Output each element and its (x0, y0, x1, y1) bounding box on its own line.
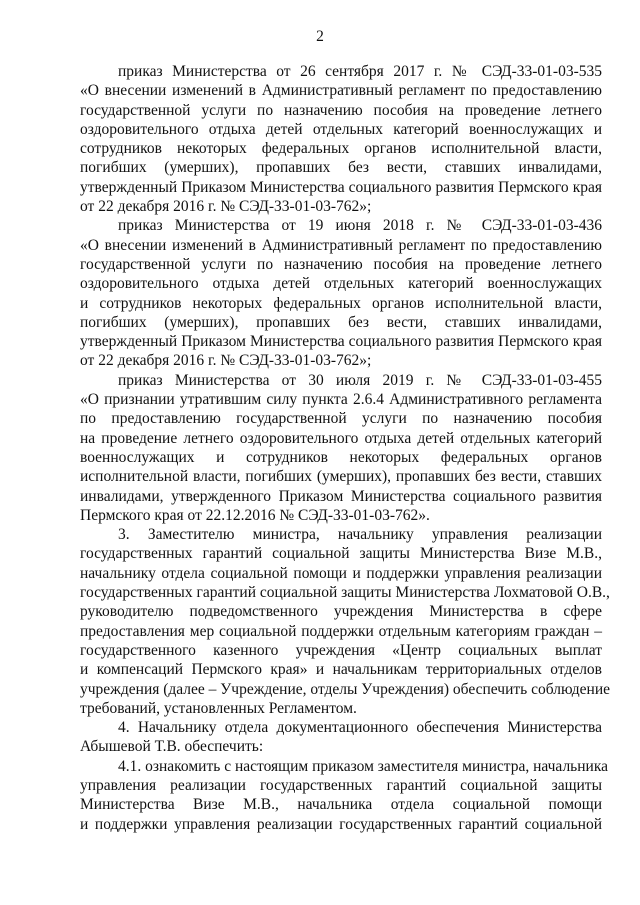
text-line: и компенсаций Пермского края» и начальникам территориальных отделов (80, 661, 602, 679)
text-line: приказ Министерства от 26 сентября 2017 г. № СЭД-33-01-03-535 (118, 63, 602, 80)
text-line: исполнительной власти, погибших (умерших), пропавших без вести, ставших (80, 468, 602, 486)
text-line: Министерства Визе М.В., начальника отдела социальной помощи (80, 796, 602, 814)
text-line: оздоровительного отдыха детей отдельных категорий военнослужащих (80, 275, 602, 293)
text-line: оздоровительного отдыха детей отдельных категорий военнослужащих и (80, 120, 602, 138)
document-body (80, 62, 610, 834)
text-line: утвержденный Приказом Министерства социального развития Пермского края (80, 178, 602, 196)
text-line: Абышевой Т.В. обеспечить: (80, 738, 264, 756)
text-line: сотрудников некоторых федеральных органов исполнительной власти, (80, 140, 602, 158)
text-line: «О признании утратившим силу пункта 2.6.4 Административного регламента (80, 391, 602, 409)
paragraph (80, 525, 610, 718)
text-line: приказ Министерства от 19 июня 2018 г. № СЭД-33-01-03-436 (118, 217, 602, 235)
text-line: и сотрудников некоторых федеральных органов исполнительной власти, (80, 294, 602, 312)
text-line: 4.1. ознакомить с настоящим приказом заместителя министра, начальника (118, 757, 609, 775)
paragraph (80, 216, 602, 370)
text-line: требований, установленных Регламентом. (80, 699, 357, 717)
text-line: на проведение летнего оздоровительного отдыха детей отдельных категорий (80, 429, 602, 447)
text-line: и поддержки управления реализации государственных гарантий социальной (80, 815, 602, 833)
text-line: руководителю подведомственного учреждения Министерства в сфере (80, 603, 602, 621)
text-line: «О внесении изменений в Административный регламент по предоставлению (80, 236, 602, 254)
paragraph (80, 62, 602, 216)
text-line: военнослужащих и сотрудников некоторых федеральных органов (80, 448, 602, 466)
paragraph (80, 757, 609, 834)
page-number: 2 (316, 28, 324, 45)
text-line: приказ Министерства от 30 июля 2019 г. № СЭД-33-01-03-455 (118, 371, 602, 389)
text-line: Пермского края от 22.12.2016 № СЭД-33-01-03-762». (80, 506, 430, 524)
paragraph (80, 718, 602, 757)
text-line: государственных гарантий социальной защиты Министерства Визе М.В., (80, 545, 602, 563)
text-line: государственного казенного учреждения «Центр социальных выплат (80, 641, 602, 659)
text-line: государственной услуги по назначению пособия на проведение летнего (80, 255, 602, 273)
text-line: государственной услуги по назначению пособия на проведение летнего (80, 101, 602, 119)
text-line: погибших (умерших), пропавших без вести, ставших инвалидами, (80, 313, 602, 331)
text-line: учреждения (далее – Учреждение, отделы Учреждения) обеспечить соблюдение (80, 680, 610, 698)
text-line: 3. Заместителю министра, начальнику управления реализации (118, 526, 602, 544)
text-line: по предоставлению государственной услуги по назначению пособия (80, 410, 602, 428)
text-line: предоставления мер социальной поддержки отдельным категориям граждан – (80, 622, 602, 640)
text-line: начальнику отдела социальной помощи и поддержки управления реализации (80, 564, 602, 582)
text-line: «О внесении изменений в Административный регламент по предоставлению (80, 82, 602, 100)
text-line: управления реализации государственных гарантий социальной защиты (80, 776, 602, 794)
text-line: погибших (умерших), пропавших без вести, ставших инвалидами, (80, 159, 602, 177)
text-line: утвержденный Приказом Министерства социального развития Пермского края (80, 333, 602, 351)
text-line: государственных гарантий социальной защиты Министерства Лохматовой О.В., (80, 584, 610, 602)
text-line: от 22 декабря 2016 г. № СЭД-33-01-03-762»; (80, 352, 372, 370)
paragraph (80, 371, 602, 525)
text-line: инвалидами, утвержденного Приказом Министерства социального развития (80, 487, 602, 505)
text-line: 4. Начальнику отдела документационного обеспечения Министерства (118, 719, 602, 737)
text-line: от 22 декабря 2016 г. № СЭД-33-01-03-762»; (80, 198, 372, 216)
